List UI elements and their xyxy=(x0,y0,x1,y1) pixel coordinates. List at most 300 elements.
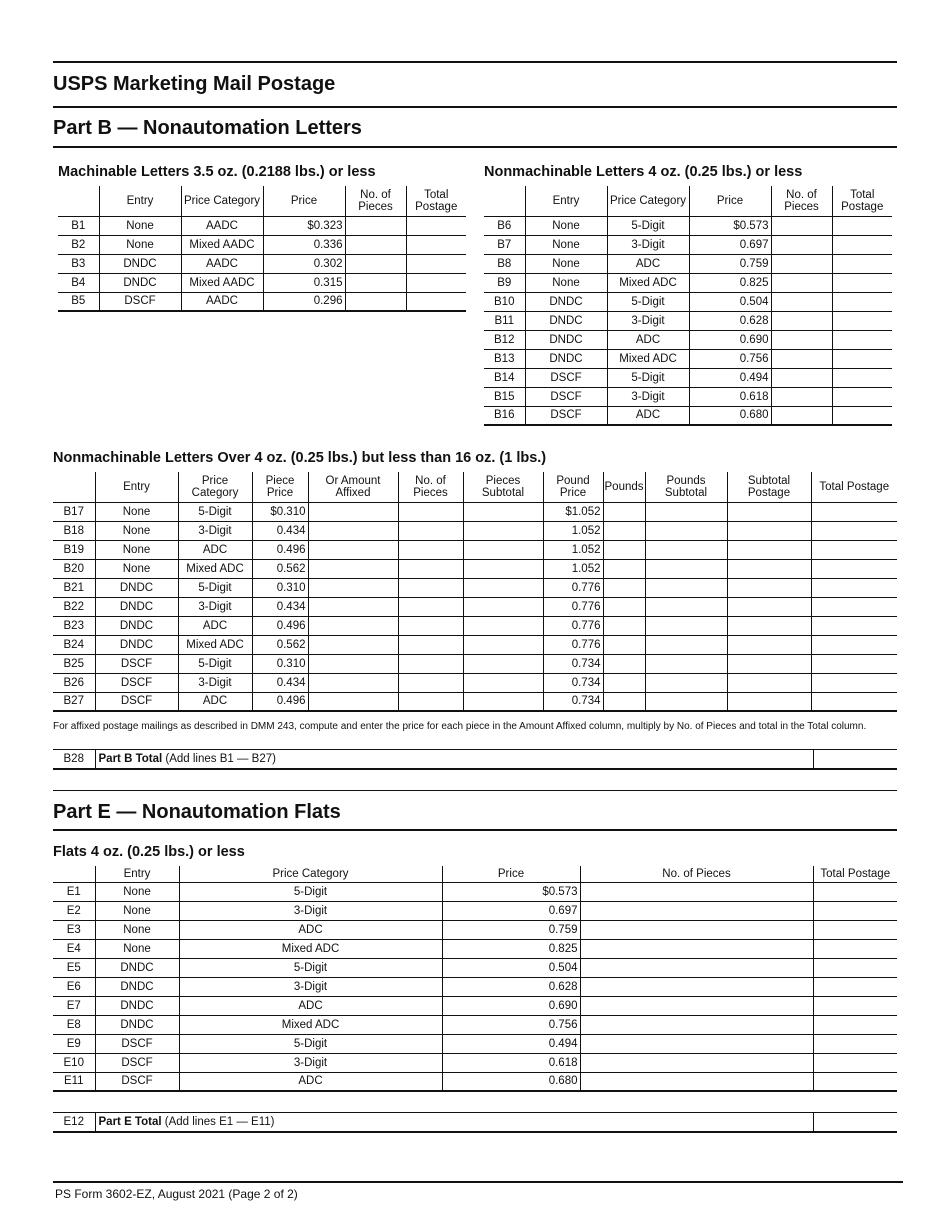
table-cell: 0.759 xyxy=(442,920,580,939)
entry-cell[interactable] xyxy=(771,387,832,406)
entry-cell[interactable] xyxy=(463,540,543,559)
column-header: Pieces Subtotal xyxy=(463,472,543,502)
entry-cell[interactable] xyxy=(832,216,892,235)
entry-cell[interactable] xyxy=(813,996,897,1015)
entry-cell[interactable] xyxy=(813,901,897,920)
entry-cell[interactable] xyxy=(645,559,727,578)
table-cell: B8 xyxy=(484,254,525,273)
entry-cell[interactable] xyxy=(727,521,811,540)
table-cell: None xyxy=(95,521,178,540)
table-row xyxy=(53,1053,897,1072)
entry-cell[interactable] xyxy=(811,654,897,673)
table-cell: ADC xyxy=(178,540,252,559)
table-cell: E10 xyxy=(53,1053,95,1072)
table-cell: ADC xyxy=(179,1072,442,1091)
entry-cell[interactable] xyxy=(603,692,645,711)
part-b-title: Part B — Nonautomation Letters xyxy=(53,117,362,139)
table-cell: B9 xyxy=(484,273,525,292)
table-cell: 0.734 xyxy=(543,673,603,692)
table-cell: 5-Digit xyxy=(179,958,442,977)
table-cell: DNDC xyxy=(95,616,178,635)
part-e-total-input[interactable] xyxy=(813,1113,897,1132)
entry-cell[interactable] xyxy=(811,692,897,711)
table-cell: 3-Digit xyxy=(178,673,252,692)
entry-cell[interactable] xyxy=(398,578,463,597)
table-cell: E2 xyxy=(53,901,95,920)
table-cell: 5-Digit xyxy=(607,368,689,387)
entry-cell[interactable] xyxy=(406,254,466,273)
rule xyxy=(53,790,897,791)
entry-cell[interactable] xyxy=(406,235,466,254)
entry-cell[interactable] xyxy=(832,406,892,425)
entry-cell[interactable] xyxy=(406,273,466,292)
table-row xyxy=(53,1015,897,1034)
entry-cell[interactable] xyxy=(811,597,897,616)
table-row xyxy=(484,235,892,254)
entry-cell[interactable] xyxy=(727,673,811,692)
table-cell: ADC xyxy=(179,996,442,1015)
column-header: Price Category xyxy=(181,186,263,216)
table-cell: ADC xyxy=(607,254,689,273)
column-header: Price Category xyxy=(178,472,252,502)
table-cell: Mixed AADC xyxy=(181,235,263,254)
entry-cell[interactable] xyxy=(645,673,727,692)
table-cell: B14 xyxy=(484,368,525,387)
entry-cell[interactable] xyxy=(463,578,543,597)
table-cell: 0.496 xyxy=(252,540,308,559)
entry-cell[interactable] xyxy=(832,349,892,368)
table-cell: Mixed ADC xyxy=(607,349,689,368)
column-header: No. of Pieces xyxy=(771,186,832,216)
entry-cell[interactable] xyxy=(813,977,897,996)
rule xyxy=(53,106,897,108)
column-header: Total Postage xyxy=(832,186,892,216)
entry-cell[interactable] xyxy=(645,578,727,597)
entry-cell[interactable] xyxy=(813,920,897,939)
entry-cell[interactable] xyxy=(603,502,645,521)
entry-cell[interactable] xyxy=(463,673,543,692)
table-cell: 0.697 xyxy=(689,235,771,254)
table-cell: B1 xyxy=(58,216,99,235)
table-cell: B12 xyxy=(484,330,525,349)
affixed-note: For affixed postage mailings as described in DMM 243, compute and enter the price for each piece in the Amount Affixed column, multiply by No. of Pieces and total in the Total column. xyxy=(53,721,867,732)
table-cell: 1.052 xyxy=(543,521,603,540)
entry-cell[interactable] xyxy=(811,578,897,597)
entry-cell[interactable] xyxy=(832,235,892,254)
entry-cell[interactable] xyxy=(727,502,811,521)
rule xyxy=(53,146,897,148)
entry-cell[interactable] xyxy=(771,273,832,292)
entry-cell[interactable] xyxy=(308,673,398,692)
entry-cell[interactable] xyxy=(398,635,463,654)
entry-cell[interactable] xyxy=(727,635,811,654)
entry-cell[interactable] xyxy=(580,882,813,901)
table-cell: AADC xyxy=(181,254,263,273)
table-cell: 3-Digit xyxy=(607,387,689,406)
table-row xyxy=(484,292,892,311)
line-number: B28 xyxy=(53,750,95,769)
table-cell: B3 xyxy=(58,254,99,273)
entry-cell[interactable] xyxy=(308,616,398,635)
entry-cell[interactable] xyxy=(645,635,727,654)
entry-cell[interactable] xyxy=(645,502,727,521)
table-cell: DNDC xyxy=(95,996,179,1015)
table-row xyxy=(484,349,892,368)
table-row xyxy=(53,578,897,597)
entry-cell[interactable] xyxy=(463,635,543,654)
over4oz-table xyxy=(53,472,897,712)
table-row xyxy=(484,368,892,387)
table-cell: 0.618 xyxy=(442,1053,580,1072)
table-cell: B27 xyxy=(53,692,95,711)
table-cell: None xyxy=(95,901,179,920)
table-cell: 0.628 xyxy=(442,977,580,996)
table-cell: DSCF xyxy=(525,406,607,425)
table-cell: B15 xyxy=(484,387,525,406)
entry-cell[interactable] xyxy=(603,635,645,654)
table-cell: 0.310 xyxy=(252,654,308,673)
entry-cell[interactable] xyxy=(406,292,466,311)
table-cell: 0.336 xyxy=(263,235,345,254)
column-header: Entry xyxy=(95,866,179,882)
entry-cell[interactable] xyxy=(811,540,897,559)
table-cell: 5-Digit xyxy=(179,1034,442,1053)
column-header: Entry xyxy=(99,186,181,216)
table-cell: 3-Digit xyxy=(179,1053,442,1072)
entry-cell[interactable] xyxy=(398,616,463,635)
table-cell: None xyxy=(99,216,181,235)
entry-cell[interactable] xyxy=(308,521,398,540)
entry-cell[interactable] xyxy=(398,521,463,540)
machinable-header-row xyxy=(58,186,466,216)
table-row xyxy=(53,901,897,920)
entry-cell[interactable] xyxy=(308,597,398,616)
table-cell: 0.315 xyxy=(263,273,345,292)
table-cell: 0.562 xyxy=(252,559,308,578)
table-cell: E7 xyxy=(53,996,95,1015)
table-row xyxy=(53,597,897,616)
column-header: Subtotal Postage xyxy=(727,472,811,502)
column-header: Price Category xyxy=(179,866,442,882)
table-cell: 0.494 xyxy=(689,368,771,387)
entry-cell[interactable] xyxy=(308,578,398,597)
table-row xyxy=(484,330,892,349)
column-header: Piece Price xyxy=(252,472,308,502)
entry-cell[interactable] xyxy=(603,540,645,559)
table-cell: None xyxy=(95,502,178,521)
entry-cell[interactable] xyxy=(727,559,811,578)
table-cell: Mixed ADC xyxy=(179,939,442,958)
table-cell: E8 xyxy=(53,1015,95,1034)
table-row xyxy=(53,673,897,692)
table-row xyxy=(53,521,897,540)
table-cell: 0.734 xyxy=(543,692,603,711)
entry-cell[interactable] xyxy=(603,578,645,597)
entry-cell[interactable] xyxy=(463,597,543,616)
column-header xyxy=(58,186,99,216)
table-cell: DSCF xyxy=(95,1053,179,1072)
table-cell: B17 xyxy=(53,502,95,521)
entry-cell[interactable] xyxy=(603,654,645,673)
table-cell: 0.628 xyxy=(689,311,771,330)
part-b-total-row xyxy=(53,749,897,770)
table-row xyxy=(53,616,897,635)
table-cell: DNDC xyxy=(95,958,179,977)
entry-cell[interactable] xyxy=(345,273,406,292)
entry-cell[interactable] xyxy=(645,597,727,616)
entry-cell[interactable] xyxy=(813,1053,897,1072)
entry-cell[interactable] xyxy=(813,1072,897,1091)
machinable-table xyxy=(58,186,466,312)
table-cell: 0.310 xyxy=(252,578,308,597)
entry-cell[interactable] xyxy=(813,1015,897,1034)
entry-cell[interactable] xyxy=(645,692,727,711)
entry-cell[interactable] xyxy=(811,673,897,692)
table-cell: DNDC xyxy=(95,597,178,616)
over4oz-heading: Nonmachinable Letters Over 4 oz. (0.25 lbs.) but less than 16 oz. (1 lbs.) xyxy=(53,450,547,466)
part-e-title: Part E — Nonautomation Flats xyxy=(53,801,341,823)
entry-cell[interactable] xyxy=(813,882,897,901)
table-cell: 0.618 xyxy=(689,387,771,406)
nonmachinable-table xyxy=(484,186,892,426)
table-cell: B25 xyxy=(53,654,95,673)
flats-table xyxy=(53,866,897,1092)
entry-cell[interactable] xyxy=(398,502,463,521)
table-cell: B5 xyxy=(58,292,99,311)
entry-cell[interactable] xyxy=(345,216,406,235)
entry-cell[interactable] xyxy=(345,254,406,273)
column-header: Total Postage xyxy=(406,186,466,216)
entry-cell[interactable] xyxy=(398,654,463,673)
table-cell: Mixed ADC xyxy=(607,273,689,292)
entry-cell[interactable] xyxy=(832,330,892,349)
entry-cell[interactable] xyxy=(398,597,463,616)
table-row xyxy=(53,882,897,901)
table-cell: 0.776 xyxy=(543,597,603,616)
table-cell: 3-Digit xyxy=(178,597,252,616)
table-row xyxy=(53,540,897,559)
entry-cell[interactable] xyxy=(398,540,463,559)
entry-cell[interactable] xyxy=(832,368,892,387)
entry-cell[interactable] xyxy=(463,502,543,521)
entry-cell[interactable] xyxy=(308,635,398,654)
table-cell: 0.680 xyxy=(442,1072,580,1091)
table-cell: 5-Digit xyxy=(607,216,689,235)
entry-cell[interactable] xyxy=(580,1034,813,1053)
rule xyxy=(53,829,897,831)
part-e-total-label: Part E Total (Add lines E1 — E11) xyxy=(95,1113,813,1132)
entry-cell[interactable] xyxy=(406,216,466,235)
entry-cell[interactable] xyxy=(308,502,398,521)
table-cell: E9 xyxy=(53,1034,95,1053)
entry-cell[interactable] xyxy=(463,616,543,635)
entry-cell[interactable] xyxy=(603,597,645,616)
entry-cell[interactable] xyxy=(813,1034,897,1053)
table-cell: 3-Digit xyxy=(179,977,442,996)
column-header: Entry xyxy=(95,472,178,502)
entry-cell[interactable] xyxy=(727,692,811,711)
table-cell: 0.776 xyxy=(543,635,603,654)
column-header: No. of Pieces xyxy=(398,472,463,502)
table-cell: ADC xyxy=(607,406,689,425)
entry-cell[interactable] xyxy=(463,654,543,673)
top-rule xyxy=(53,61,897,63)
entry-cell[interactable] xyxy=(345,235,406,254)
table-cell: 0.494 xyxy=(442,1034,580,1053)
table-row xyxy=(53,958,897,977)
entry-cell[interactable] xyxy=(580,939,813,958)
entry-cell[interactable] xyxy=(771,406,832,425)
table-cell: 0.690 xyxy=(689,330,771,349)
entry-cell[interactable] xyxy=(727,654,811,673)
table-cell: 5-Digit xyxy=(178,654,252,673)
entry-cell[interactable] xyxy=(308,654,398,673)
table-row xyxy=(53,977,897,996)
table-cell: ADC xyxy=(607,330,689,349)
entry-cell[interactable] xyxy=(832,254,892,273)
entry-cell[interactable] xyxy=(308,559,398,578)
table-row xyxy=(53,502,897,521)
table-cell: DSCF xyxy=(525,368,607,387)
entry-cell[interactable] xyxy=(345,292,406,311)
entry-cell[interactable] xyxy=(771,254,832,273)
entry-cell[interactable] xyxy=(727,578,811,597)
table-row xyxy=(58,216,466,235)
entry-cell[interactable] xyxy=(580,901,813,920)
entry-cell[interactable] xyxy=(603,616,645,635)
table-cell: DSCF xyxy=(95,1072,179,1091)
entry-cell[interactable] xyxy=(771,330,832,349)
column-header: Price xyxy=(689,186,771,216)
entry-cell[interactable] xyxy=(811,559,897,578)
entry-cell[interactable] xyxy=(463,692,543,711)
entry-cell[interactable] xyxy=(580,958,813,977)
nonmachinable-body xyxy=(484,216,892,425)
table-row xyxy=(53,996,897,1015)
column-header: Total Postage xyxy=(813,866,897,882)
entry-cell[interactable] xyxy=(811,616,897,635)
entry-cell[interactable] xyxy=(771,292,832,311)
entry-cell[interactable] xyxy=(771,368,832,387)
entry-cell[interactable] xyxy=(727,597,811,616)
entry-cell[interactable] xyxy=(580,977,813,996)
table-cell: E6 xyxy=(53,977,95,996)
entry-cell[interactable] xyxy=(580,1015,813,1034)
entry-cell[interactable] xyxy=(645,540,727,559)
table-cell: DSCF xyxy=(99,292,181,311)
entry-cell[interactable] xyxy=(645,616,727,635)
entry-cell[interactable] xyxy=(811,635,897,654)
entry-cell[interactable] xyxy=(308,540,398,559)
table-cell: 0.296 xyxy=(263,292,345,311)
table-row xyxy=(53,920,897,939)
table-cell: DNDC xyxy=(99,273,181,292)
entry-cell[interactable] xyxy=(771,235,832,254)
entry-cell[interactable] xyxy=(463,521,543,540)
entry-cell[interactable] xyxy=(603,673,645,692)
table-cell: $1.052 xyxy=(543,502,603,521)
entry-cell[interactable] xyxy=(580,1053,813,1072)
table-cell: E5 xyxy=(53,958,95,977)
table-cell: 0.434 xyxy=(252,597,308,616)
table-cell: 0.496 xyxy=(252,692,308,711)
entry-cell[interactable] xyxy=(811,521,897,540)
table-cell: None xyxy=(525,273,607,292)
entry-cell[interactable] xyxy=(580,1072,813,1091)
flats-body xyxy=(53,882,897,1091)
table-cell: Mixed ADC xyxy=(178,635,252,654)
table-row xyxy=(484,216,892,235)
entry-cell[interactable] xyxy=(811,502,897,521)
table-cell: B7 xyxy=(484,235,525,254)
machinable-heading: Machinable Letters 3.5 oz. (0.2188 lbs.) or less xyxy=(58,164,376,180)
entry-cell[interactable] xyxy=(398,673,463,692)
footer-rule xyxy=(53,1181,903,1183)
column-header xyxy=(53,866,95,882)
entry-cell[interactable] xyxy=(832,387,892,406)
entry-cell[interactable] xyxy=(813,958,897,977)
entry-cell[interactable] xyxy=(645,521,727,540)
table-row xyxy=(53,654,897,673)
table-cell: None xyxy=(95,540,178,559)
column-header xyxy=(484,186,525,216)
table-cell: 0.680 xyxy=(689,406,771,425)
entry-cell[interactable] xyxy=(727,616,811,635)
entry-cell[interactable] xyxy=(398,559,463,578)
table-row xyxy=(484,387,892,406)
column-header: Pounds xyxy=(603,472,645,502)
entry-cell[interactable] xyxy=(771,349,832,368)
part-b-total-input[interactable] xyxy=(813,750,897,769)
entry-cell[interactable] xyxy=(727,540,811,559)
entry-cell[interactable] xyxy=(308,692,398,711)
line-number: E12 xyxy=(53,1113,95,1132)
table-cell: DNDC xyxy=(95,977,179,996)
table-cell: B11 xyxy=(484,311,525,330)
table-row xyxy=(58,292,466,311)
table-cell: 0.434 xyxy=(252,673,308,692)
entry-cell[interactable] xyxy=(832,273,892,292)
entry-cell[interactable] xyxy=(813,939,897,958)
table-cell: 1.052 xyxy=(543,540,603,559)
entry-cell[interactable] xyxy=(398,692,463,711)
table-row xyxy=(484,406,892,425)
entry-cell[interactable] xyxy=(645,654,727,673)
entry-cell[interactable] xyxy=(580,920,813,939)
table-cell: 0.434 xyxy=(252,521,308,540)
entry-cell[interactable] xyxy=(832,292,892,311)
entry-cell[interactable] xyxy=(771,216,832,235)
table-row xyxy=(53,939,897,958)
entry-cell[interactable] xyxy=(580,996,813,1015)
table-cell: DNDC xyxy=(525,330,607,349)
entry-cell[interactable] xyxy=(771,311,832,330)
entry-cell[interactable] xyxy=(603,521,645,540)
table-cell: B13 xyxy=(484,349,525,368)
entry-cell[interactable] xyxy=(463,559,543,578)
column-header: Or Amount Affixed xyxy=(308,472,398,502)
table-cell: 0.496 xyxy=(252,616,308,635)
table-cell: AADC xyxy=(181,292,263,311)
table-cell: $0.310 xyxy=(252,502,308,521)
entry-cell[interactable] xyxy=(832,311,892,330)
table-cell: DSCF xyxy=(95,654,178,673)
table-row xyxy=(58,235,466,254)
table-cell: Mixed AADC xyxy=(181,273,263,292)
table-cell: 0.302 xyxy=(263,254,345,273)
table-cell: B21 xyxy=(53,578,95,597)
entry-cell[interactable] xyxy=(603,559,645,578)
